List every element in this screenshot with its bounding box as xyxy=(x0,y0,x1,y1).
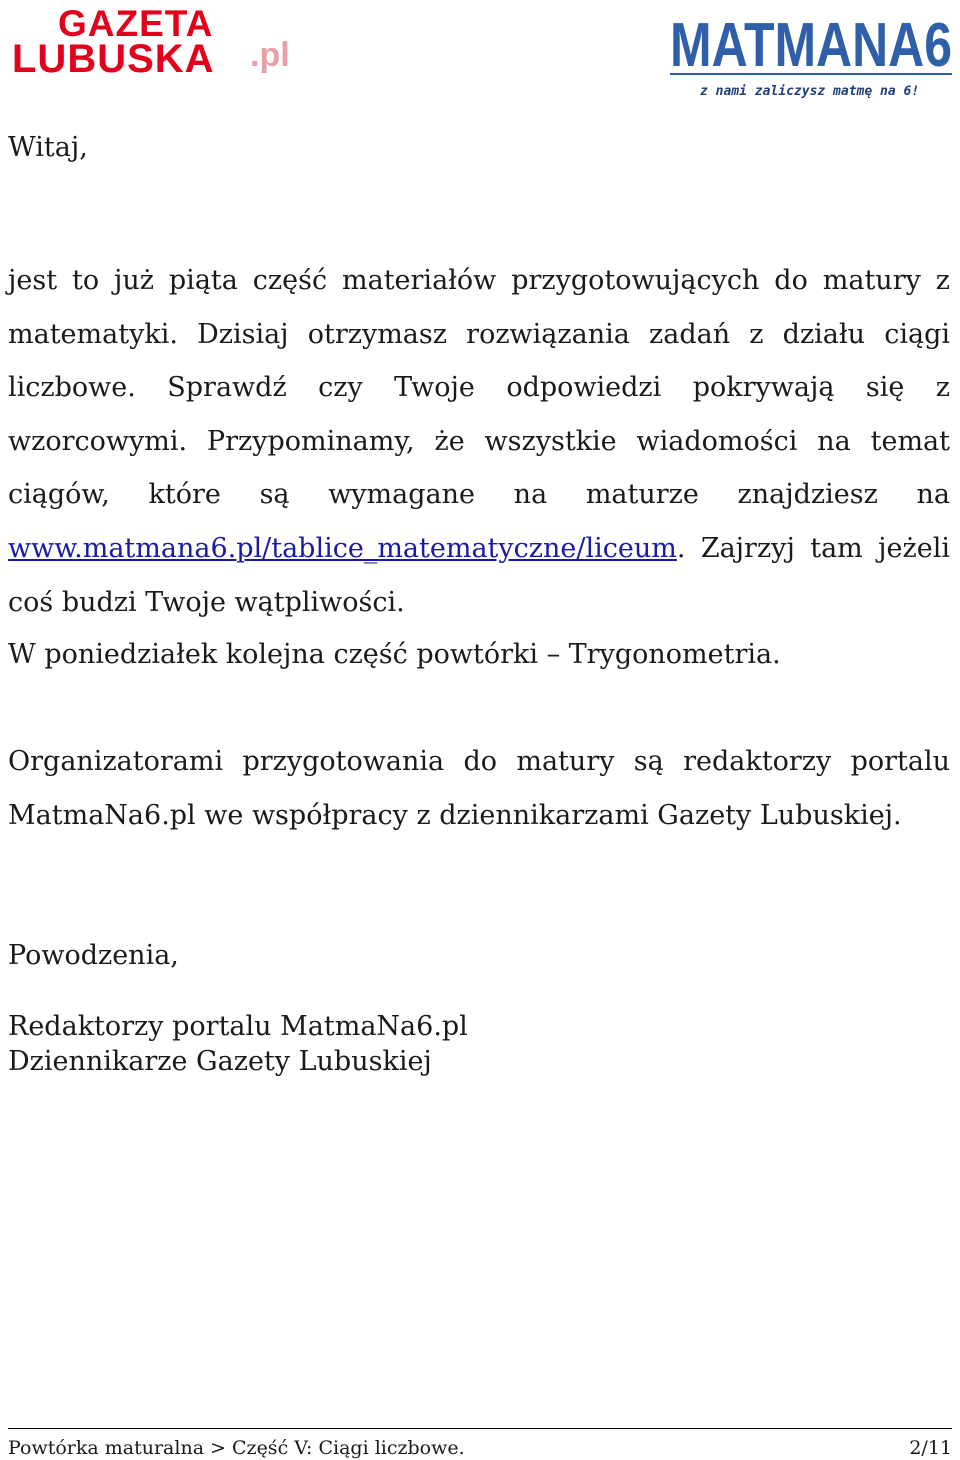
intro-paragraph xyxy=(8,254,950,629)
greeting: Witaj, xyxy=(8,132,88,163)
tables-link[interactable]: www.matmana6.pl/tablice_matematyczne/liceum xyxy=(8,532,677,564)
logo-right-title: MATMANA6 xyxy=(670,11,952,80)
logo-left-suffix: .pl xyxy=(250,36,290,74)
organizers-paragraph: Organizatorami przygotowania do matury są redaktorzy portalu MatmaNa6.pl we współpracy z dziennikarzami Gazety Lubuskiej. xyxy=(8,746,950,831)
matmana6-logo xyxy=(666,0,956,100)
intro-text-a: jest to już piąta część materiałów przygotowujących do matury z matematyki. Dzisiaj otrzymasz rozwiązania zadań z działu ciągi liczbowe. Sprawdź czy Twoje odpowiedzi pokrywają się z wzorcowymi. Przypominamy, że wszystkie wiadomości na temat ciągów, które są wymagane na maturze znajdziesz na xyxy=(8,265,950,511)
footer-rule xyxy=(8,1428,952,1429)
logo-left-line1: GAZETA xyxy=(58,4,214,44)
footer-title: Powtórka maturalna > Część V: Ciągi liczbowe. xyxy=(8,1437,465,1459)
signature-line-1: Redaktorzy portalu MatmaNa6.pl xyxy=(8,1011,468,1042)
closing-line: Powodzenia, xyxy=(8,940,179,971)
logo-left-line2: LUBUSKA xyxy=(12,37,215,76)
gazeta-lubuska-logo xyxy=(10,4,300,76)
logo-right-tagline: z nami zaliczysz matmę na 6! xyxy=(700,84,920,99)
next-part-paragraph: W poniedziałek kolejna część powtórki – Trygonometria. xyxy=(8,639,781,670)
signature-line-2: Dziennikarze Gazety Lubuskiej xyxy=(8,1046,432,1077)
intro-text-b: . Zajrzyj tam jeżeli coś budzi Twoje wątpliwości. xyxy=(8,532,950,618)
page-number: 2/11 xyxy=(909,1437,952,1459)
